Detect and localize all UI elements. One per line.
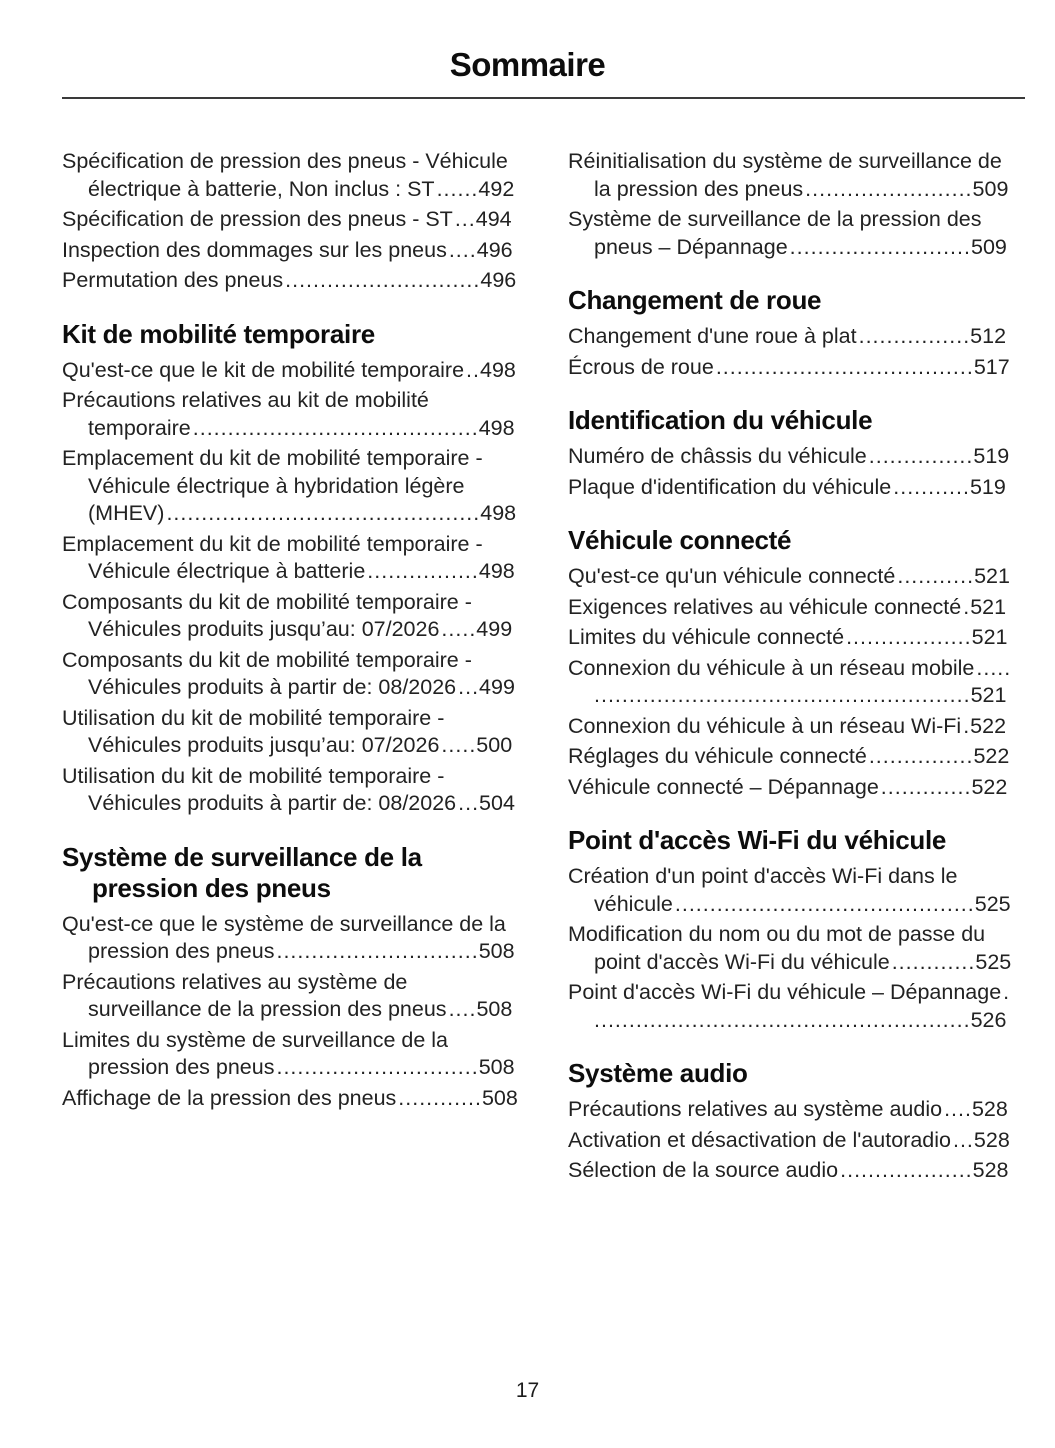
entry-label: Utilisation du kit de mobilité temporaire - Véhicules produits jusqu’au: 07/2026 [62, 705, 445, 757]
leader-dots: ​.​.​.​.​.​.​.​.​.​.​.​.​.​.​.​.​.​.​.​ [840, 1158, 973, 1182]
entry-label: Point d'accès Wi-Fi du véhicule – Dépannage [568, 980, 1002, 1004]
toc-entry [568, 1096, 1012, 1124]
entry-page-number: 508 [478, 1055, 515, 1079]
toc-entry [568, 594, 1012, 622]
toc-entry [62, 445, 518, 528]
entry-label: Qu'est-ce que le système de surveillance de la pression des pneus [62, 911, 506, 963]
leader-dots: ​.​.​.​.​.​.​.​.​.​.​.​.​.​.​.​.​.​.​.​.​.​.​.​.​.​.​.​.​.​.​.​.​.​.​.​.​.​.​.​.​.​.​.​.​.​ [166, 501, 481, 525]
entry-page-number: 519 [969, 474, 1006, 499]
leader-dots: ​.​.​.​ [458, 791, 480, 815]
leader-dots: ​.​.​.​.​.​.​.​.​.​.​.​.​.​.​.​ [868, 744, 974, 768]
entry-page-number: 508 [478, 939, 515, 963]
leader-dots: ​.​.​.​.​.​.​.​.​.​.​.​.​ [398, 1085, 482, 1110]
entry-page-number: 498 [480, 357, 516, 382]
leader-dots: ​.​ [963, 594, 971, 619]
toc-entry [568, 863, 1012, 918]
leader-dots: ​.​.​.​.​.​.​.​.​.​.​.​.​.​ [880, 774, 972, 799]
entry-page-number: 499 [479, 675, 515, 699]
toc-entry [568, 148, 1012, 203]
entry-page-number: 521 [974, 564, 1010, 588]
toc-section [62, 842, 518, 1113]
entry-page-number: 499 [476, 617, 513, 641]
entry-page-number: 509 [970, 234, 1007, 259]
entry-label: Connexion du véhicule à un réseau Wi-Fi [568, 713, 962, 738]
entry-label: Spécification de pression des pneus - ST [62, 207, 453, 231]
leader-dots: ​.​.​.​.​.​.​.​.​.​.​.​.​.​.​.​ [868, 444, 974, 468]
toc-entry [62, 763, 518, 818]
leader-dots: ​.​.​.​.​.​.​.​.​.​.​.​.​ [891, 949, 976, 974]
entry-page-number: 494 [475, 207, 512, 231]
toc-section [568, 405, 1012, 501]
toc-entry [62, 237, 518, 265]
section-heading: Système audio [568, 1058, 748, 1088]
entry-label: Système de surveillance de la pression des pneus – Dépannage [568, 207, 982, 259]
leader-dots: ​.​.​.​.​ [448, 237, 477, 262]
toc-entry [568, 655, 1012, 710]
section-heading: Kit de mobilité temporaire [62, 318, 375, 349]
entry-label: Précautions relatives au système audio [568, 1097, 943, 1121]
entry-page-number: 500 [476, 733, 513, 757]
entry-label: Véhicule connecté – Dépannage [568, 774, 879, 799]
leader-dots: ​.​.​.​.​.​.​.​.​.​.​.​ [897, 564, 975, 588]
entry-page-number: 521 [971, 625, 1008, 649]
leader-dots: ​.​.​.​.​.​ [441, 617, 477, 641]
entry-label: Changement d'une roue à plat [568, 324, 857, 348]
section-heading: Système de surveillance de la pression des pneus [62, 841, 422, 903]
entry-label: Plaque d'identification du véhicule [568, 474, 892, 499]
toc-section [62, 148, 518, 295]
toc-entry [568, 1127, 1012, 1155]
entry-label: Permutation des pneus [62, 268, 284, 292]
entry-page-number: 496 [480, 268, 517, 292]
toc-entry [62, 911, 518, 966]
leader-dots: ​.​.​.​ [454, 207, 476, 231]
leader-dots: ​.​.​.​.​.​.​.​.​.​.​.​.​.​.​.​.​.​.​ [846, 625, 972, 649]
toc-section [568, 148, 1012, 261]
toc-entry [62, 647, 518, 702]
toc-entry [62, 1027, 518, 1082]
toc-entry [568, 743, 1012, 771]
leader-dots: ​.​.​.​.​.​.​.​.​.​.​.​.​.​.​.​.​.​.​.​.​.​.​.​.​.​.​.​.​.​.​.​.​.​.​.​.​.​.​.​.​.​ [192, 415, 479, 440]
entry-page-number: 498 [478, 415, 515, 440]
leader-dots: ​.​.​.​ [458, 675, 480, 699]
section-heading: Véhicule connecté [568, 525, 792, 555]
toc-entry [62, 357, 518, 385]
section-heading: Identification du véhicule [568, 405, 873, 435]
entry-label: Composants du kit de mobilité temporaire - Véhicules produits jusqu’au: 07/2026 [62, 589, 472, 641]
leader-dots: ​.​.​.​.​.​.​.​.​.​.​.​.​.​.​.​.​ [858, 324, 971, 348]
entry-page-number: 528 [971, 1097, 1008, 1121]
page-number: 17 [515, 1379, 540, 1402]
toc-entry [568, 624, 1012, 652]
entry-page-number: 522 [971, 774, 1008, 799]
leader-dots: ​.​.​.​.​.​ [441, 733, 477, 757]
toc-entry [62, 206, 518, 234]
entry-label: Limites du système de surveillance de la pression des pneus [62, 1027, 448, 1079]
toc-entry [62, 267, 518, 295]
toc-column-left [62, 148, 518, 1115]
entry-label: Exigences relatives au véhicule connecté [568, 594, 962, 619]
entry-label: Modification du nom ou du mot de passe du point d'accès Wi-Fi du véhicule [568, 922, 986, 974]
toc-entry [62, 1085, 518, 1113]
entry-page-number: 525 [975, 949, 1012, 974]
entry-label: Précautions relatives au kit de mobilité temporaire [62, 388, 429, 440]
leader-dots: ​.​.​.​.​ [944, 1097, 972, 1121]
toc-entry [568, 713, 1012, 741]
entry-label: Composants du kit de mobilité temporaire - Véhicules produits à partir de: 08/2026 [62, 647, 472, 699]
entry-page-number: 512 [970, 324, 1007, 348]
toc-entry [568, 323, 1012, 351]
leader-dots: ​.​.​.​.​.​.​.​.​.​.​.​.​.​.​.​.​.​.​.​.​.​.​.​.​.​.​.​.​.​ [276, 939, 479, 963]
toc-entry [568, 206, 1012, 261]
toc-entry [568, 774, 1012, 802]
toc-columns [62, 148, 1025, 1188]
leader-dots: ​.​.​.​ [952, 1127, 974, 1152]
entry-page-number: 521 [970, 683, 1007, 707]
leader-dots: ​.​.​.​.​.​.​.​.​.​.​.​.​.​.​.​.​.​.​.​.​.​.​.​.​ [805, 176, 973, 201]
section-heading: Changement de roue [568, 285, 822, 315]
entry-page-number: 517 [973, 354, 1010, 379]
leader-dots: ​.​.​.​.​.​.​.​.​.​.​.​.​.​.​.​.​.​.​.​.​.​.​.​.​.​.​.​.​.​.​.​.​.​.​.​.​.​.​.​.​.​.​.​.​.​.​.​.​.​.​.​.​.​.​.​.​.​.​.​ [594, 655, 1012, 707]
toc-entry [568, 563, 1012, 591]
leader-dots: ​.​.​.​.​.​.​.​.​.​.​.​.​.​.​.​.​.​.​.​.​.​.​.​.​.​.​ [789, 234, 971, 259]
leader-dots: ​.​.​.​.​ [448, 997, 477, 1021]
leader-dots: ​.​.​.​.​.​.​.​.​.​.​.​.​.​.​.​.​.​.​.​.​.​.​.​.​.​.​.​.​.​ [276, 1055, 479, 1079]
toc-section [568, 285, 1012, 381]
entry-page-number: 526 [970, 1007, 1007, 1032]
toc-entry [568, 979, 1012, 1034]
entry-page-number: 521 [970, 594, 1007, 619]
entry-page-number: 508 [481, 1085, 518, 1110]
entry-page-number: 528 [973, 1127, 1010, 1152]
entry-page-number: 528 [972, 1158, 1009, 1182]
entry-page-number: 492 [478, 176, 515, 201]
entry-page-number: 496 [476, 237, 513, 262]
entry-label: Limites du véhicule connecté [568, 625, 845, 649]
entry-label: Emplacement du kit de mobilité temporaire - Véhicule électrique à hybridation légère (MHEV) [62, 446, 483, 525]
page-title: Sommaire [449, 46, 606, 83]
toc-entry [568, 443, 1012, 471]
leader-dots: ​.​.​.​.​.​.​.​.​.​.​.​.​.​.​.​.​.​.​.​.​.​.​.​.​.​.​.​.​.​.​.​.​.​.​.​.​.​ [715, 354, 974, 379]
entry-label: Sélection de la source audio [568, 1158, 839, 1182]
leader-dots: ​.​.​.​.​.​.​.​.​.​.​.​.​.​.​.​.​.​.​.​.​.​.​.​.​.​.​.​.​.​.​.​.​.​.​.​.​.​.​.​.​.​.​.​ [674, 891, 975, 916]
entry-label: Qu'est-ce que le kit de mobilité temporaire [62, 357, 465, 382]
entry-label: Spécification de pression des pneus - Véhicule électrique à batterie, Non inclus : ST [62, 149, 508, 201]
toc-section [62, 319, 518, 818]
entry-page-number: 525 [974, 891, 1011, 916]
leader-dots: ​.​.​.​.​.​.​.​.​.​.​.​ [893, 474, 970, 499]
entry-page-number: 522 [973, 744, 1010, 768]
entry-label: Réglages du véhicule connecté [568, 744, 867, 768]
toc-section [568, 825, 1012, 1034]
toc-entry [62, 969, 518, 1024]
leader-dots: ​.​ [963, 713, 971, 738]
entry-page-number: 498 [480, 501, 517, 525]
leader-dots: ​.​.​.​.​.​.​.​.​.​.​.​.​.​.​.​.​ [367, 559, 479, 583]
entry-page-number: 508 [476, 997, 513, 1021]
toc-entry [62, 589, 518, 644]
content-area [0, 84, 1055, 1377]
entry-label: Utilisation du kit de mobilité temporaire - Véhicules produits à partir de: 08/2026 [62, 763, 457, 815]
entry-page-number: 504 [479, 791, 515, 815]
leader-dots: ​.​.​.​.​.​.​.​.​.​.​.​.​.​.​.​.​.​.​.​.​.​.​.​.​.​.​.​.​ [285, 268, 481, 292]
entry-label: Affichage de la pression des pneus [62, 1085, 397, 1110]
entry-label: Connexion du véhicule à un réseau mobile [568, 655, 975, 680]
toc-entry [568, 354, 1012, 382]
entry-label: Emplacement du kit de mobilité temporaire - Véhicule électrique à batterie [62, 531, 483, 583]
toc-entry [62, 148, 518, 203]
toc-entry [62, 531, 518, 586]
section-heading: Point d'accès Wi-Fi du véhicule [568, 825, 947, 855]
entry-label: Qu'est-ce qu'un véhicule connecté [568, 564, 896, 588]
toc-entry [568, 1157, 1012, 1185]
toc-entry [568, 921, 1012, 976]
entry-label: Réinitialisation du système de surveillance de la pression des pneus [568, 149, 1002, 201]
leader-dots: ​.​.​.​.​.​.​ [436, 176, 479, 201]
entry-page-number: 519 [973, 444, 1010, 468]
toc-section [568, 1058, 1012, 1185]
toc-entry [62, 387, 518, 442]
leader-dots: ​.​.​.​.​.​.​.​.​.​.​.​.​.​.​.​.​.​.​.​.​.​.​.​.​.​.​.​.​.​.​.​.​.​.​.​.​.​.​.​.​.​.​.​.​.​.​.​.​.​.​.​.​.​.​.​ [594, 980, 1011, 1032]
toc-entry [62, 705, 518, 760]
entry-label: Activation et désactivation de l'autoradio [568, 1127, 951, 1152]
entry-label: Écrous de roue [568, 354, 714, 379]
entry-page-number: 509 [972, 176, 1009, 201]
toc-column-right [568, 148, 1012, 1188]
entry-label: Création d'un point d'accès Wi-Fi dans le véhicule [568, 864, 958, 916]
entry-label: Inspection des dommages sur les pneus [62, 237, 447, 262]
toc-entry [568, 474, 1012, 502]
title-divider [62, 97, 1025, 99]
entry-page-number: 498 [478, 559, 515, 583]
leader-dots: ​.​.​ [466, 357, 480, 382]
toc-section [568, 525, 1012, 801]
entry-label: Précautions relatives au système de surveillance de la pression des pneus [62, 969, 447, 1021]
entry-label: Numéro de châssis du véhicule [568, 444, 867, 468]
entry-page-number: 522 [970, 713, 1007, 738]
